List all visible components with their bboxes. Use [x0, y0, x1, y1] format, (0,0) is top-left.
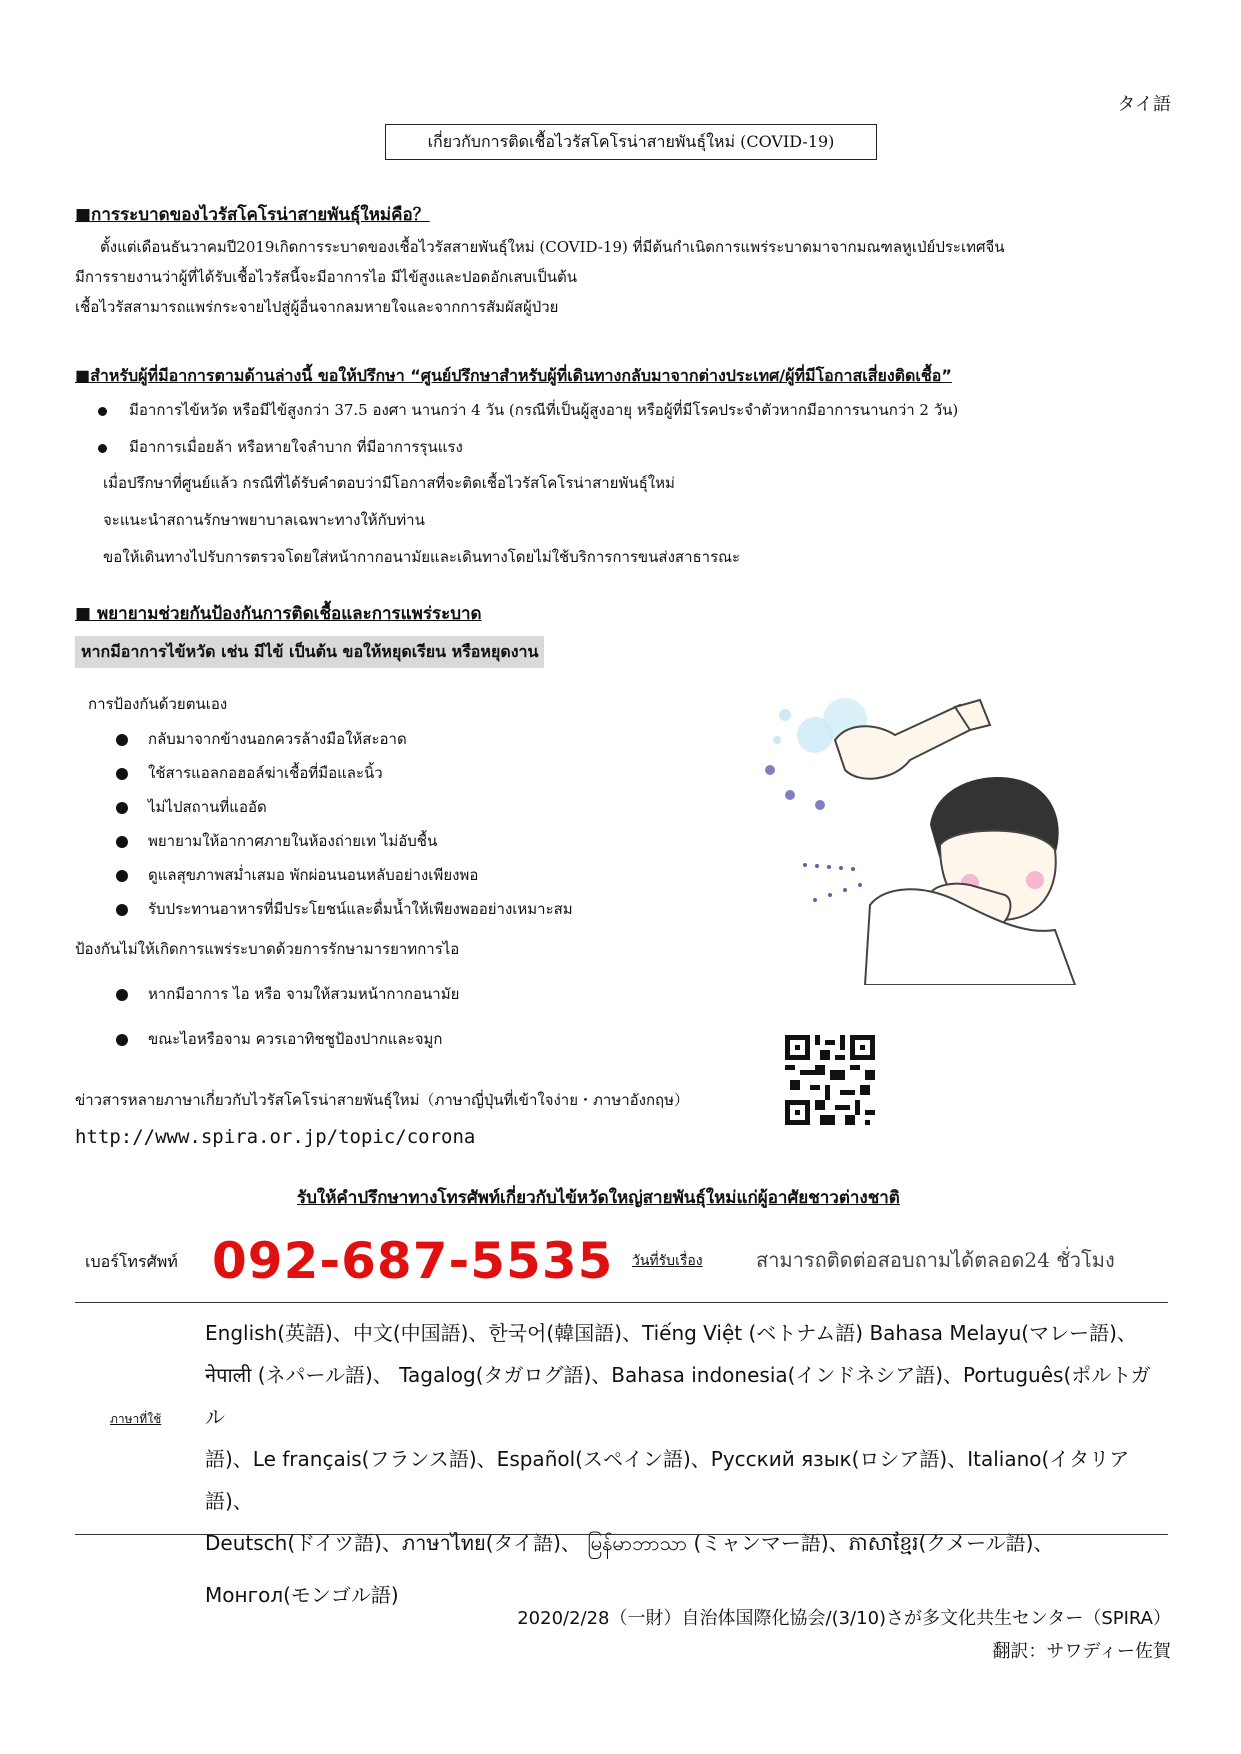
section1-heading: ■การระบาดของไวรัสโคโรน่าสายพันธุ์ใหม่คือ？ — [75, 205, 430, 225]
symptom-item-2: มีอาการเมื่อยล้า หรือหายใจลำบาก ที่มีอาการรุนแรง — [98, 435, 463, 459]
languages-line-4: Deutsch(ドイツ語)、ภาษาไทย(タイ語)、 မြန်မာဘာသာ (ミャンマー語)、ភាសាខ្មែរ(クメール語)、 — [205, 1531, 1054, 1555]
bullet-icon — [116, 904, 128, 916]
self-item-6: รับประทานอาหารที่มีประโยชน์และดื่มน้ำให้เพียงพออย่างเหมาะสม — [116, 897, 573, 921]
bullet-icon — [116, 1034, 128, 1046]
self-item-4: พยายามให้อากาศภายในห้องถ่ายเท ไม่อับชื้น — [116, 829, 437, 853]
bullet-icon — [116, 802, 128, 814]
section2-note-3: ขอให้เดินทางไปรับการตรวจโดยใส่หน้ากากอนามัยและเดินทางโดยไม่ใช้บริการการขนส่งสาธารณะ — [103, 548, 741, 566]
cough-item-1: หากมีอาการ ไอ หรือ จามให้สวมหน้ากากอนามัย — [116, 982, 459, 1006]
phone-number[interactable]: 092-687-5535 — [212, 1232, 614, 1290]
self-item-2: ใช้สารแอลกอฮอล์ฆ่าเชื้อที่มือและนิ้ว — [116, 761, 383, 785]
corona-info-link[interactable]: http://www.spira.or.jp/topic/corona — [75, 1126, 476, 1148]
languages-label: ภาษาที่ใช้ — [110, 1412, 162, 1426]
cough-etiquette-title: ป้องกันไม่ให้เกิดการแพร่ระบาดด้วยการรักษามารยาทการไอ — [75, 940, 460, 958]
page-title: เกี่ยวกับการติดเชื้อไวรัสโคโรน่าสายพันธุ์ใหม่ (COVID-19) — [385, 124, 877, 160]
multilingual-news-text: ข่าวสารหลายภาษาเกี่ยวกับไวรัสโคโรน่าสายพันธุ์ใหม่（ภาษาญี่ปุ่นที่เข้าใจง่าย・ภาษาอังกฤษ） — [75, 1091, 690, 1109]
bullet-icon — [116, 870, 128, 882]
phone-label: เบอร์โทรศัพท์ — [85, 1252, 178, 1271]
section2-note-1: เมื่อปรึกษาที่ศูนย์แล้ว กรณีที่ได้รับคำตอบว่ามีโอกาสที่จะติดเชื้อไวรัสโคโรน่าสายพันธุ์ใหม่ — [103, 474, 675, 492]
section1-line-2: มีการรายงานว่าผู้ที่ได้รับเชื้อไวรัสนี้จะมีอาการไอ มีไข้สูงและปอดอักเสบเป็นต้น — [75, 268, 578, 286]
languages-line-2: नेपाली (ネパール語)、 Tagalog(タガログ語)、Bahasa indonesia(インドネシア語)、Português(ポルトガル — [205, 1363, 1151, 1429]
table-bottom-rule — [75, 1534, 1168, 1535]
languages-line-1: English(英語)、中文(中国語)、한국어(韓国語)、Tiếng Việt (ベトナム語) Bahasa Melayu(マレー語)、 — [205, 1321, 1137, 1345]
coughing-child-illustration — [755, 685, 1095, 985]
bullet-icon — [116, 836, 128, 848]
hours-text: สามารถติดต่อสอบถามได้ตลอด24 ชั่วโมง — [756, 1248, 1115, 1272]
bullet-icon — [116, 768, 128, 780]
stay-home-highlight: หากมีอาการไข้หวัด เช่น มีไข้ เป็นต้น ขอให้หยุดเรียน หรือหยุดงาน — [75, 636, 544, 668]
section2-heading: ■สำหรับผู้ที่มีอาการตามด้านล่างนี้ ขอให้ปรึกษา “ศูนย์ปรึกษาสำหรับผู้ที่เดินทางกลับมาจากต่างประเทศ/ผู้ที่มีโอกาสเสี่ยงติดเชื้อ” — [75, 366, 952, 385]
self-item-5: ดูแลสุขภาพสม่ำเสมอ พักผ่อนนอนหลับอย่างเพียงพอ — [116, 863, 478, 887]
section2-note-2: จะแนะนำสถานรักษาพยาบาลเฉพาะทางให้กับท่าน — [103, 511, 425, 529]
table-top-rule — [75, 1302, 1168, 1303]
bullet-icon — [98, 407, 107, 416]
languages-list — [205, 1312, 1165, 1616]
self-item-1: กลับมาจากข้างนอกควรล้างมือให้สะอาด — [116, 727, 407, 751]
languages-line-5: Монгол(モンゴル語) — [205, 1583, 399, 1607]
hours-label: วันที่รับเรื่อง — [632, 1253, 703, 1269]
section1-line-3: เชื้อไวรัสสามารถแพร่กระจายไปสู่ผู้อื่นจากลมหายใจและจากการสัมผัสผู้ป่วย — [75, 298, 559, 316]
language-tag: タイ語 — [1117, 94, 1171, 115]
self-prevention-title: การป้องกันด้วยตนเอง — [88, 695, 228, 713]
bullet-icon — [116, 989, 128, 1001]
qr-code[interactable] — [785, 1035, 875, 1125]
footer-translator: 翻訳：サワディー佐賀 — [992, 1641, 1171, 1662]
section1-line-1: ตั้งแต่เดือนธันวาคมปี2019เกิดการระบาดของเชื้อไวรัสสายพันธุ์ใหม่ (COVID-19) ที่มีต้นกำเนิดการแพร่ระบาดมาจากมณฑลหูเป่ย์ประเทศจีน — [100, 238, 1005, 256]
symptom-item-1: มีอาการไข้หวัด หรือมีไข้สูงกว่า 37.5 องศา นานกว่า 4 วัน (กรณีที่เป็นผู้สูงอายุ หรือผู้ที่มีโรคประจำตัวหากมีอาการนานกว่า 2 วัน) — [98, 398, 958, 422]
bullet-icon — [98, 444, 107, 453]
section3-heading: ■ พยายามช่วยกันป้องกันการติดเชื้อและการแพร่ระบาด — [75, 604, 482, 624]
bullet-icon — [116, 734, 128, 746]
languages-line-3: 語)、Le français(フランス語)、Español(スペイン語)、Русский язык(ロシア語)、Italiano(イタリア語)、 — [205, 1447, 1130, 1513]
cough-item-2: ขณะไอหรือจาม ควรเอาทิชชูป้องปากและจมูก — [116, 1027, 442, 1051]
footer-source: 2020/2/28（一財）自治体国際化協会/(3/10)さが多文化共生センター（SPIRA） — [517, 1608, 1171, 1629]
self-item-3: ไม่ไปสถานที่แออัด — [116, 795, 267, 819]
consultation-title: รับให้คำปรึกษาทางโทรศัพท์เกี่ยวกับไข้หวัดใหญ่สายพันธุ์ใหม่แก่ผู้อาศัยชาวต่างชาติ — [297, 1188, 900, 1208]
